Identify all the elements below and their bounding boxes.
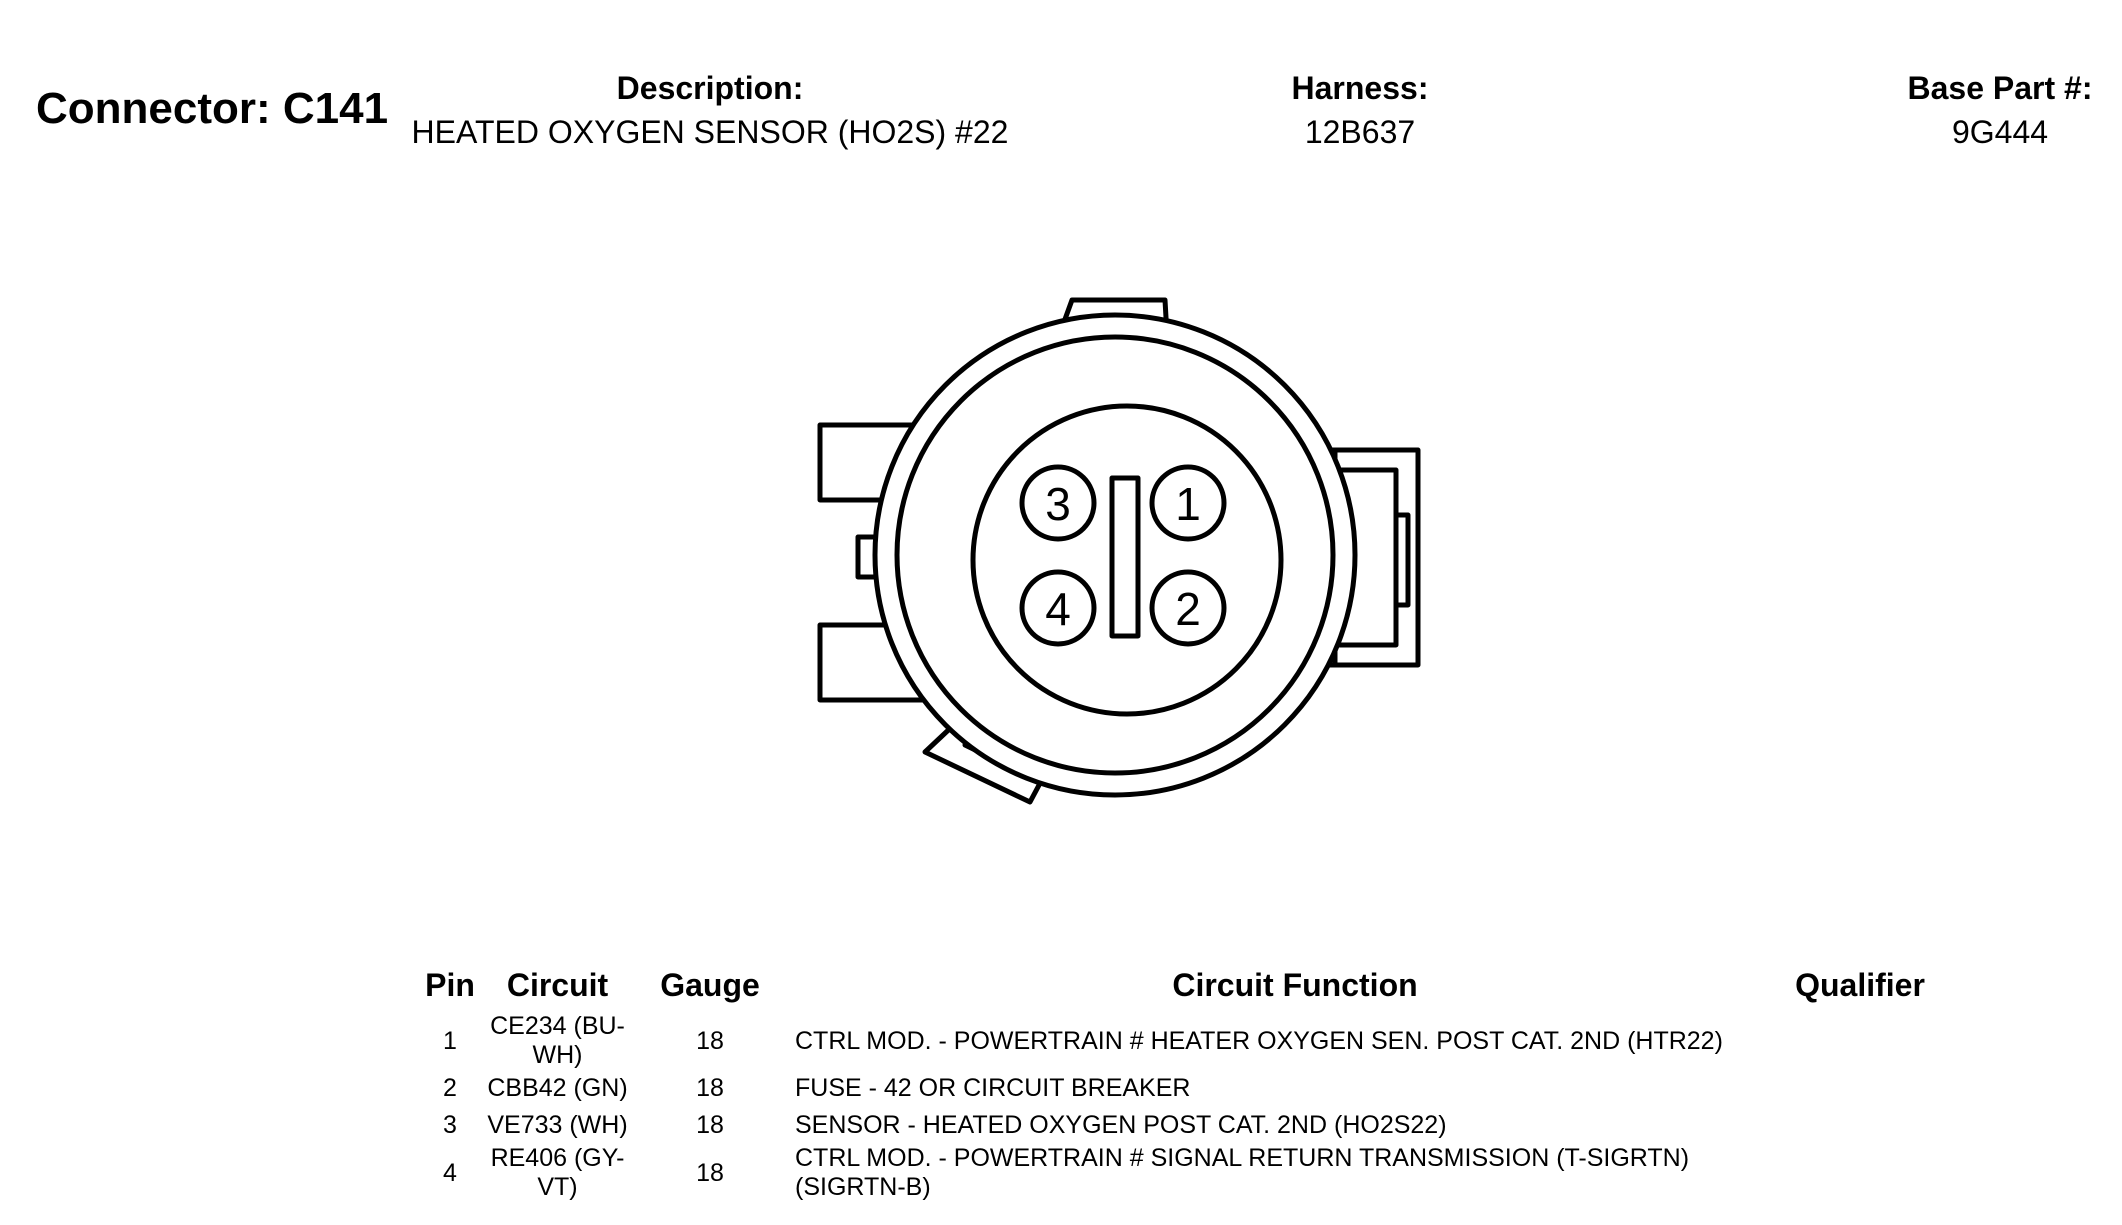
header-pin: Pin (425, 966, 475, 1003)
row-circuit-function: CTRL MOD. - POWERTRAIN # SIGNAL RETURN TRANSMISSION (T-SIGRTN) (SIGRTN-B) (795, 1144, 1690, 1201)
pin-2-label: 2 (1175, 583, 1201, 635)
pin-4-label: 4 (1045, 583, 1071, 635)
pin-1-label: 1 (1175, 478, 1201, 530)
pin-table-header-row (420, 964, 1925, 1012)
description-label: Description: (616, 70, 804, 106)
pin-3-label: 3 (1045, 478, 1071, 530)
header-circuit: Circuit (506, 966, 609, 1003)
row-circuit-function: CTRL MOD. - POWERTRAIN # HEATER OXYGEN SEN. POST CAT. 2ND (HTR22) (795, 1026, 1723, 1055)
row-pin: 3 (443, 1111, 457, 1139)
base-part-label: Base Part #: (1907, 70, 2093, 106)
harness-value: 12B637 (1304, 114, 1416, 150)
base-part-value: 9G444 (1951, 114, 2049, 150)
header-circuit-function: Circuit Function (1172, 966, 1418, 1003)
row-pin: 1 (443, 1026, 457, 1055)
row-pin: 4 (443, 1158, 457, 1187)
connector-title: Connector: C141 (36, 84, 389, 133)
row-circuit: CE234 (BU-WH) (490, 1012, 625, 1069)
pin-table (420, 964, 1925, 1202)
row-qualifier (1795, 1144, 1925, 1202)
header-gauge: Gauge (660, 966, 760, 1003)
row-gauge: 18 (696, 1074, 724, 1102)
table-row (420, 1070, 1925, 1107)
row-circuit: RE406 (GY-VT) (490, 1144, 625, 1201)
description-value: HEATED OXYGEN SENSOR (HO2S) #22 (411, 114, 1009, 150)
harness-label: Harness: (1291, 70, 1429, 106)
row-qualifier (1795, 1107, 1925, 1144)
row-qualifier (1795, 1070, 1925, 1107)
row-qualifier (1795, 1012, 1925, 1070)
right-lock-ridge (1396, 515, 1408, 605)
row-pin: 2 (443, 1074, 457, 1102)
row-circuit-function: SENSOR - HEATED OXYGEN POST CAT. 2ND (HO2S22) (795, 1111, 1447, 1139)
table-row (420, 1107, 1925, 1144)
row-gauge: 18 (696, 1158, 724, 1187)
row-circuit: VE733 (WH) (487, 1111, 628, 1139)
row-circuit-function: FUSE - 42 OR CIRCUIT BREAKER (795, 1074, 1191, 1102)
row-circuit: CBB42 (GN) (487, 1074, 628, 1102)
row-gauge: 18 (696, 1026, 724, 1055)
table-row (420, 1144, 1925, 1202)
row-gauge: 18 (696, 1111, 724, 1139)
header-qualifier: Qualifier (1795, 966, 1925, 1003)
table-row (420, 1012, 1925, 1070)
